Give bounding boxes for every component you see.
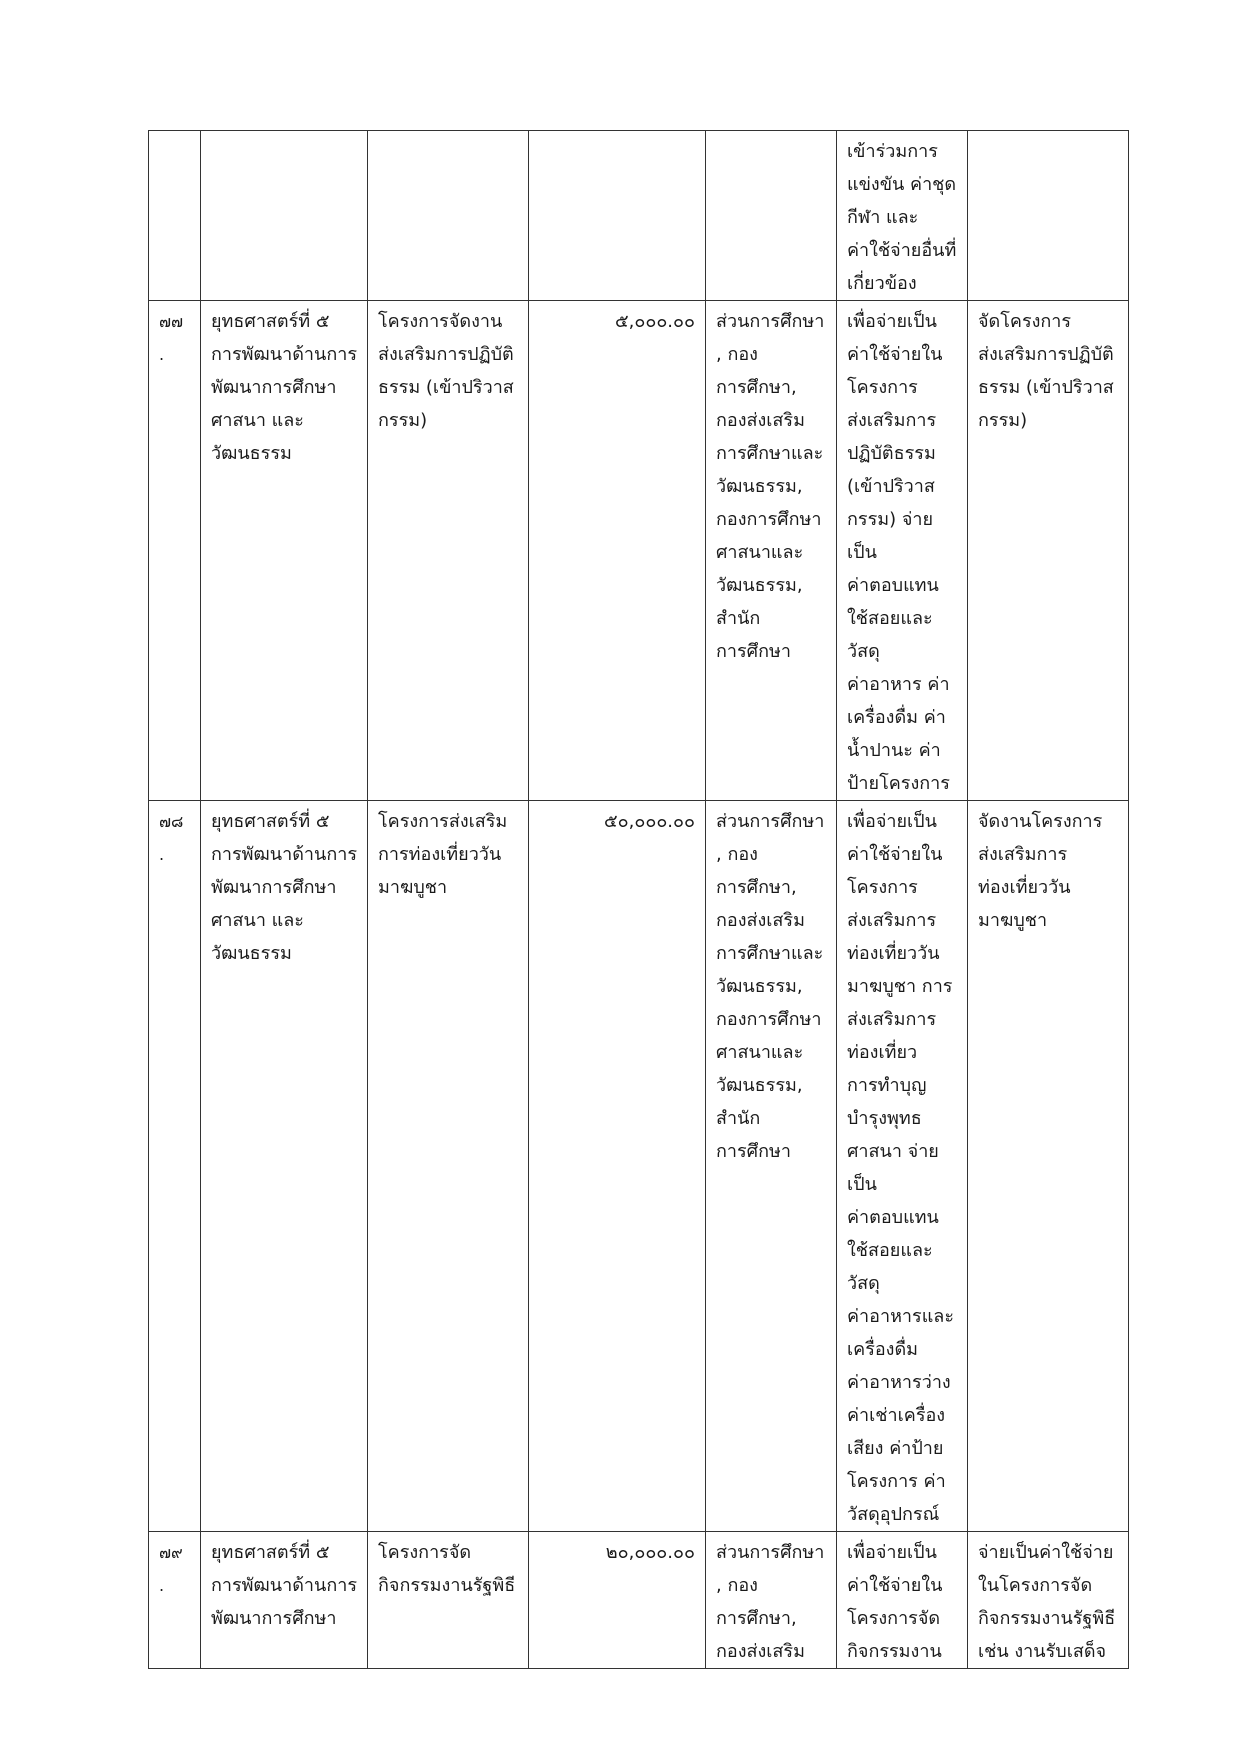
cell-text-line: ส่วนการศึกษา <box>716 811 825 832</box>
cell-text-line: ค่าอาหารและ <box>847 1306 955 1327</box>
cell-text-line: แข่งขัน ค่าชุด <box>847 174 957 195</box>
cell-text-line: ศาสนาและ <box>716 1042 804 1063</box>
cell-text-line: ธรรม (เข้าปริวาส <box>378 377 514 398</box>
cell-text-line: การศึกษา, <box>716 377 797 398</box>
cell-text-line: วัฒนธรรม, <box>716 1075 803 1096</box>
cell-text-line: กองส่งเสริม <box>716 410 805 431</box>
cell-text-line: โครงการจัด <box>847 1608 941 1629</box>
budget-amount-cell <box>529 1532 706 1669</box>
table-row <box>149 131 1129 301</box>
cell-text-line: ส่วนการศึกษา <box>716 1542 825 1563</box>
cell-text-line: เพื่อจ่ายเป็น <box>847 811 937 832</box>
responsible-unit-cell <box>706 1532 837 1669</box>
cell-text-line: . <box>159 845 165 864</box>
cell-text-line: จัดงานโครงการ <box>978 811 1103 832</box>
cell-text-line: ๕,๐๐๐.๐๐ <box>615 311 695 332</box>
cell-text-line: ๗๗ <box>159 312 184 331</box>
cell-text-line: กิจกรรมงาน <box>847 1641 942 1662</box>
cell-text-line: ค่าใช้จ่ายใน <box>847 344 943 365</box>
cell-text-line: ส่งเสริมการปฏิบัติ <box>378 344 514 365</box>
cell-text-line: กรรม) <box>378 410 428 431</box>
budget-amount-cell <box>529 301 706 801</box>
cell-text-line: เพื่อจ่ายเป็น <box>847 311 937 332</box>
cell-text-line: การพัฒนาด้านการ <box>211 344 357 365</box>
output-cell <box>968 801 1129 1532</box>
budget-amount-cell <box>529 131 706 301</box>
output-cell <box>968 1532 1129 1669</box>
cell-text-line: ยุทธศาสตร์ที่ ๕ <box>211 1542 330 1563</box>
cell-text-line: วัฒนธรรม <box>211 943 292 964</box>
cell-text-line: ค่าเช่าเครื่อง <box>847 1405 946 1426</box>
cell-text-line: โครงการ <box>847 877 918 898</box>
cell-text-line: ท่องเที่ยว <box>847 1042 918 1063</box>
project-name-cell <box>368 131 529 301</box>
cell-text-line: ค่าตอบแทน <box>847 1207 939 1228</box>
responsible-unit-cell <box>706 131 837 301</box>
cell-text-line: ศาสนาและ <box>716 542 804 563</box>
cell-text-line: ใช้สอยและ <box>847 1240 933 1261</box>
cell-text-line: ศาสนา และ <box>211 910 304 931</box>
purpose-cell <box>837 801 968 1532</box>
cell-text-line: ในโครงการจัด <box>978 1575 1093 1596</box>
cell-text-line: ท่องเที่ยววัน <box>978 877 1071 898</box>
cell-text-line: วัสดุ <box>847 641 880 662</box>
cell-text-line: ท่องเที่ยววัน <box>847 943 940 964</box>
cell-text-line: มาฆบูชา การ <box>847 976 953 997</box>
cell-text-line: ส่งเสริมการ <box>847 910 937 931</box>
purpose-cell <box>837 301 968 801</box>
cell-text-line: , กอง <box>716 344 758 365</box>
cell-text-line: เครื่องดื่ม <box>847 1339 919 1360</box>
cell-text-line: ๕๐,๐๐๐.๐๐ <box>604 811 695 832</box>
cell-text-line: การท่องเที่ยววัน <box>378 844 502 865</box>
cell-text-line: การพัฒนาด้านการ <box>211 844 357 865</box>
project-name-cell <box>368 801 529 1532</box>
cell-text-line: กีฬา และ <box>847 207 919 228</box>
cell-text-line: ธรรม (เข้าปริวาส <box>978 377 1114 398</box>
item-number-cell <box>149 801 201 1532</box>
cell-text-line: การทำบุญ <box>847 1075 927 1096</box>
table-row <box>149 1532 1129 1669</box>
cell-text-line: ค่าใช้จ่ายอื่นที่ <box>847 240 957 261</box>
cell-text-line: ส่งเสริมการ <box>847 410 937 431</box>
cell-text-line: โครงการจัด <box>378 1542 472 1563</box>
cell-text-line: ใช้สอยและ <box>847 608 933 629</box>
cell-text-line: วัฒนธรรม, <box>716 976 803 997</box>
output-cell <box>968 131 1129 301</box>
cell-text-line: ๗๙ <box>159 1543 183 1562</box>
cell-text-line: จัดโครงการ <box>978 311 1072 332</box>
project-name-cell <box>368 1532 529 1669</box>
cell-text-line: (เข้าปริวาส <box>847 476 935 497</box>
cell-text-line: การศึกษาและ <box>716 443 824 464</box>
cell-text-line: กิจกรรมงานรัฐพิธี <box>378 1575 516 1596</box>
cell-text-line: พัฒนาการศึกษา <box>211 1608 337 1629</box>
cell-text-line: การศึกษา, <box>716 1608 797 1629</box>
cell-text-line: , กอง <box>716 844 758 865</box>
item-number-cell <box>149 131 201 301</box>
project-name-cell <box>368 301 529 801</box>
cell-text-line: เสียง ค่าป้าย <box>847 1438 944 1459</box>
cell-text-line: เกี่ยวข้อง <box>847 273 917 294</box>
cell-text-line: ส่งเสริมการ <box>978 844 1068 865</box>
cell-text-line: พัฒนาการศึกษา <box>211 377 337 398</box>
cell-text-line: กองการศึกษา <box>716 509 822 530</box>
cell-text-line: กิจกรรมงานรัฐพิธี <box>978 1608 1116 1629</box>
cell-text-line: สำนัก <box>716 608 761 629</box>
cell-text-line: การศึกษา <box>716 641 791 662</box>
cell-text-line: ป้ายโครงการ <box>847 773 950 794</box>
cell-text-line: กองการศึกษา <box>716 1009 822 1030</box>
cell-text-line: การศึกษา <box>716 1141 791 1162</box>
cell-text-line: โครงการ <box>847 377 918 398</box>
cell-text-line: เครื่องดื่ม ค่า <box>847 707 946 728</box>
cell-text-line: ค่าใช้จ่ายใน <box>847 844 943 865</box>
cell-text-line: วัสดุอุปกรณ์ <box>847 1504 940 1525</box>
cell-text-line: จ่ายเป็นค่าใช้จ่าย <box>978 1542 1114 1563</box>
cell-text-line: ค่าตอบแทน <box>847 575 939 596</box>
cell-text-line: ๒๐,๐๐๐.๐๐ <box>605 1542 695 1563</box>
cell-text-line: วัฒนธรรม <box>211 443 292 464</box>
cell-text-line: กองส่งเสริม <box>716 910 805 931</box>
purpose-cell <box>837 131 968 301</box>
cell-text-line: มาฆบูชา <box>378 877 448 898</box>
cell-text-line: ค่าใช้จ่ายใน <box>847 1575 943 1596</box>
budget-table <box>148 130 1129 1669</box>
strategy-cell <box>201 131 368 301</box>
responsible-unit-cell <box>706 301 837 801</box>
strategy-cell <box>201 801 368 1532</box>
cell-text-line: โครงการส่งเสริม <box>378 811 508 832</box>
cell-text-line: กองส่งเสริม <box>716 1641 805 1662</box>
cell-text-line: ปฏิบัติธรรม <box>847 443 936 464</box>
strategy-cell <box>201 301 368 801</box>
cell-text-line: ยุทธศาสตร์ที่ ๕ <box>211 811 330 832</box>
item-number-cell <box>149 1532 201 1669</box>
cell-text-line: โครงการจัดงาน <box>378 311 503 332</box>
cell-text-line: ส่งเสริมการ <box>847 1009 937 1030</box>
cell-text-line: น้ำปานะ ค่า <box>847 740 941 761</box>
cell-text-line: วัฒนธรรม, <box>716 575 803 596</box>
cell-text-line: บำรุงพุทธ <box>847 1108 922 1129</box>
cell-text-line: ๗๘ <box>159 812 184 831</box>
output-cell <box>968 301 1129 801</box>
cell-text-line: ศาสนา และ <box>211 410 304 431</box>
item-number-cell <box>149 301 201 801</box>
cell-text-line: . <box>159 345 165 364</box>
purpose-cell <box>837 1532 968 1669</box>
cell-text-line: ศาสนา จ่าย <box>847 1141 939 1162</box>
cell-text-line: มาฆบูชา <box>978 910 1048 931</box>
cell-text-line: ค่าอาหารว่าง <box>847 1372 951 1393</box>
cell-text-line: วัฒนธรรม, <box>716 476 803 497</box>
cell-text-line: โครงการ ค่า <box>847 1471 946 1492</box>
budget-amount-cell <box>529 801 706 1532</box>
cell-text-line: กรรม) จ่าย <box>847 509 934 530</box>
cell-text-line: เพื่อจ่ายเป็น <box>847 1542 937 1563</box>
cell-text-line: ค่าอาหาร ค่า <box>847 674 950 695</box>
cell-text-line: การพัฒนาด้านการ <box>211 1575 357 1596</box>
cell-text-line: การศึกษา, <box>716 877 797 898</box>
table-row <box>149 301 1129 801</box>
cell-text-line: วัสดุ <box>847 1273 880 1294</box>
cell-text-line: . <box>159 1576 165 1595</box>
cell-text-line: เป็น <box>847 1174 877 1195</box>
strategy-cell <box>201 1532 368 1669</box>
cell-text-line: ส่วนการศึกษา <box>716 311 825 332</box>
cell-text-line: พัฒนาการศึกษา <box>211 877 337 898</box>
cell-text-line: ยุทธศาสตร์ที่ ๕ <box>211 311 330 332</box>
cell-text-line: เช่น งานรับเสด็จ <box>978 1641 1107 1662</box>
cell-text-line: เป็น <box>847 542 877 563</box>
responsible-unit-cell <box>706 801 837 1532</box>
cell-text-line: เข้าร่วมการ <box>847 141 938 162</box>
cell-text-line: การศึกษาและ <box>716 943 824 964</box>
cell-text-line: สำนัก <box>716 1108 761 1129</box>
cell-text-line: , กอง <box>716 1575 758 1596</box>
table-row <box>149 801 1129 1532</box>
cell-text-line: ส่งเสริมการปฏิบัติ <box>978 344 1114 365</box>
cell-text-line: กรรม) <box>978 410 1028 431</box>
